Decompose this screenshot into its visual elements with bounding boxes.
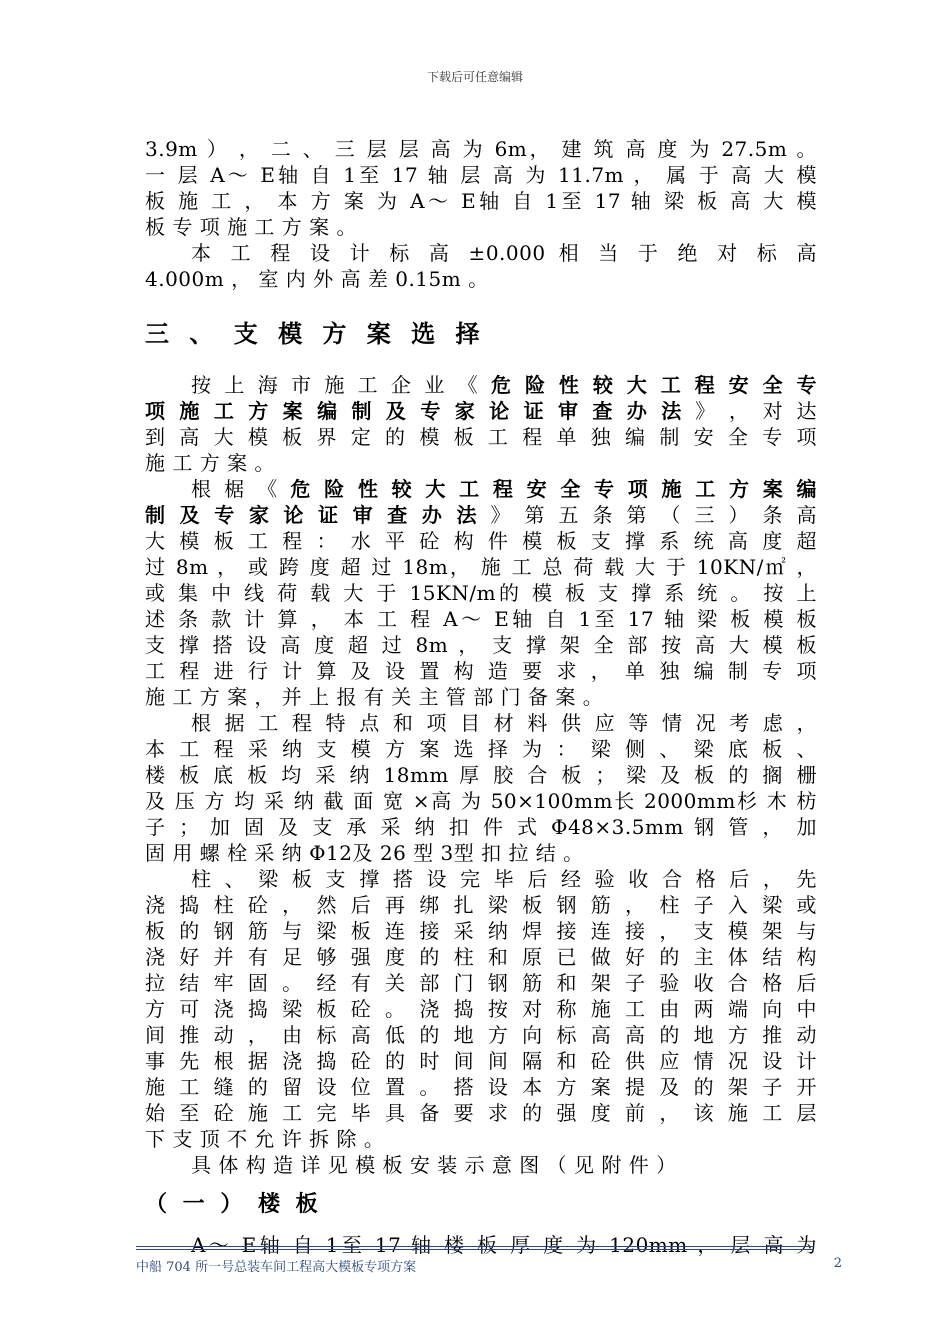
p4-line-5: 拉 结 牢 固 。 经 有 关 部 门 钢 筋 和 架 子 验 收 合 格 后 bbox=[145, 971, 817, 995]
p2-line-3: 大 模 板 工 程 ： 水 平 砼 构 件 模 板 支 撑 系 统 高 度 超 bbox=[145, 529, 817, 553]
p2-line-5: 或 集 中 线 荷 载 大 于 15KN/m的 模 板 支 撑 系 统 。 按 上 bbox=[145, 581, 817, 605]
p4-line-3: 板 的 钢 筋 与 梁 板 连 接 采 纳 焊 接 连 接 ， 支 模 架 与 bbox=[145, 919, 817, 943]
p4-line-1: 柱 、 梁 板 支 撑 搭 设 完 毕 后 经 验 收 合 格 后 ， 先 bbox=[191, 867, 817, 891]
page-number: 2 bbox=[833, 1256, 842, 1271]
p4-line-2: 浇 捣 柱 砼 ， 然 后 再 绑 扎 梁 板 钢 筋 ， 柱 子 入 梁 或 bbox=[145, 893, 817, 917]
p1-line-4: 施 工 方 案 。 bbox=[145, 451, 275, 475]
p1-line-3: 到 高 大 模 板 界 定 的 模 板 工 程 单 独 编 制 安 全 专 项 bbox=[145, 425, 817, 449]
p2-line-6: 述 条 款 计 算 ， 本 工 程 A～ E轴 自 1至 17 轴 梁 板 模 板 bbox=[145, 607, 817, 631]
p4-line-4: 浇 好 并 有 足 够 强 度 的 柱 和 原 已 做 好 的 主 体 结 构 bbox=[145, 945, 817, 969]
document-body bbox=[145, 136, 817, 1258]
p2-line-9: 施 工 方 案 ， 并 上 报 有 关 主 管 部 门 备 案 。 bbox=[145, 685, 604, 709]
p3-line-4: 及 压 方 均 采 纳 截 面 宽 ×高 为 50×100mm长 2000mm杉 木 枋 bbox=[145, 789, 817, 813]
footer-rule-inner bbox=[136, 1249, 814, 1250]
section-heading-3: 三 、 支 模 方 案 选 择 bbox=[145, 319, 486, 348]
p3-line-2: 本 工 程 采 纳 支 模 方 案 选 择 为 ： 梁 侧 、 梁 底 板 、 bbox=[145, 737, 817, 761]
elev-line-2: 4.000m ， 室 内 外 高 差 0.15m 。 bbox=[145, 267, 489, 291]
page-header: 下载后可任意编辑 bbox=[426, 70, 523, 84]
intro-line-4: 板 专 项 施 工 方 案 。 bbox=[145, 215, 358, 239]
p4-line-9: 施 工 缝 的 留 设 位 置 。 搭 设 本 方 案 提 及 的 架 子 开 bbox=[145, 1075, 817, 1099]
intro-line-1: 3.9m ） ， 二 、 三 层 层 高 为 6m， 建 筑 高 度 为 27.5m 。 bbox=[145, 137, 817, 161]
subsection-heading-1: （ 一 ） 楼 板 bbox=[145, 1191, 322, 1217]
footer-rule bbox=[136, 1246, 814, 1247]
p2-line-8: 工 程 进 行 计 算 及 设 置 构 造 要 求 ， 单 独 编 制 专 项 bbox=[145, 659, 817, 683]
p3-line-6: 固 用 螺 栓 采 纳 Φ12及 26 型 3型 扣 拉 结 。 bbox=[145, 841, 584, 865]
intro-line-2: 一 层 A～ E轴 自 1至 17 轴 层 高 为 11.7m ， 属 于 高 大 模 bbox=[145, 163, 817, 187]
p3-line-1: 根 据 工 程 特 点 和 项 目 材 料 供 应 等 情 况 考 虑 ， bbox=[191, 711, 817, 735]
p2-line-4: 过 8m ， 或 跨 度 超 过 18m， 施 工 总 荷 载 大 于 10KN/㎡ ， bbox=[145, 555, 817, 579]
p4-line-6: 方 可 浇 捣 梁 板 砼 。 浇 捣 按 对 称 施 工 由 两 端 向 中 bbox=[145, 997, 817, 1021]
p2-line-1: 根 椐 《 危 险 性 较 大 工 程 安 全 专 项 施 工 方 案 编 bbox=[191, 477, 817, 501]
p3-line-3: 楼 板 底 板 均 采 纳 18mm 厚 胶 合 板 ； 梁 及 板 的 搁 栅 bbox=[145, 763, 817, 787]
p4-line-8: 事 先 根 据 浇 捣 砼 的 时 间 间 隔 和 砼 供 应 情 况 设 计 bbox=[145, 1049, 817, 1073]
intro-line-3: 板 施 工 ， 本 方 案 为 A～ E轴 自 1至 17 轴 梁 板 高 大 模 bbox=[145, 189, 817, 213]
p1-line-1: 按 上 海 市 施 工 企 业 《 危 险 性 较 大 工 程 安 全 专 bbox=[191, 373, 817, 397]
elev-line-1: 本 工 程 设 计 标 高 ±0.000 相 当 于 绝 对 标 高 bbox=[191, 241, 817, 265]
p3-line-5: 子 ； 加 固 及 支 承 采 纳 扣 件 式 Φ48×3.5mm 钢 管 ， 加 bbox=[145, 815, 817, 839]
p4-line-11: 下 支 顶 不 允 许 拆 除 。 bbox=[145, 1127, 385, 1151]
p5-line-1: 具 体 构 造 详 见 模 板 安 装 示 意 图 （ 见 附 件 ） bbox=[191, 1153, 677, 1177]
p4-line-10: 始 至 砼 施 工 完 毕 具 备 要 求 的 强 度 前 ， 该 施 工 层 bbox=[145, 1101, 817, 1125]
p2-line-7: 支 撑 搭 设 高 度 超 过 8m ， 支 撑 架 全 部 按 高 大 模 板 bbox=[145, 633, 817, 657]
p2-line-2: 制 及 专 家 论 证 审 查 办 法 》 第 五 条 第 （ 三 ） 条 高 bbox=[145, 503, 817, 527]
p1-line-2: 项 施 工 方 案 编 制 及 专 家 论 证 审 查 办 法 》 ， 对 达 bbox=[145, 399, 817, 423]
p4-line-7: 间 推 动 ， 由 标 高 低 的 地 方 向 标 高 高 的 地 方 推 动 bbox=[145, 1023, 817, 1047]
footer-title: 中船 704 所一号总装车间工程高大模板专项方案 bbox=[136, 1260, 417, 1275]
p6-line-1: A～ E轴 自 1至 17 轴 楼 板 厚 度 为 120mm ， 层 高 为 bbox=[191, 1233, 817, 1257]
